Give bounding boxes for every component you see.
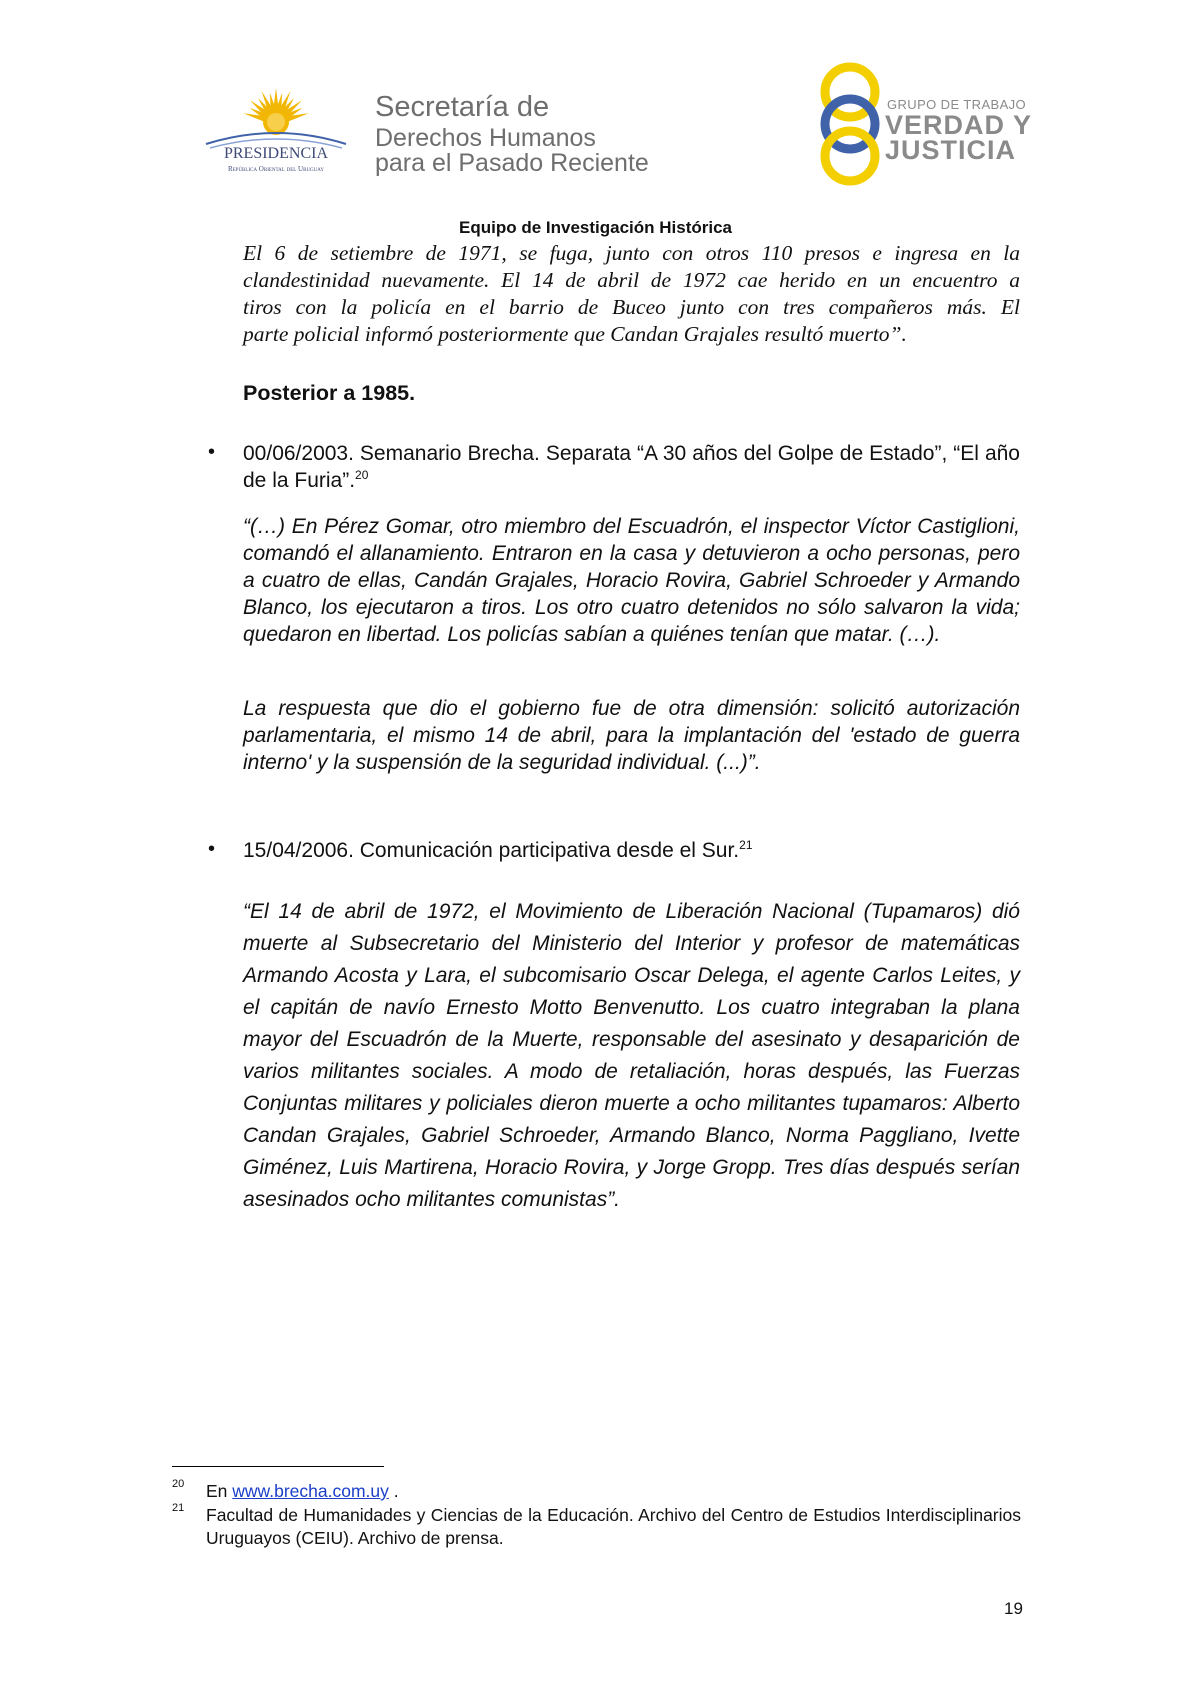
footnote-20-number: 20	[172, 1478, 185, 1490]
footnote-21-number: 21	[172, 1502, 185, 1514]
section-heading: Posterior a 1985.	[243, 381, 416, 405]
footnote-21: Facultad de Humanidades y Ciencias de la Educación. Archivo del Centro de Estudios Interdisciplinarios Uruguayos (CEIU). Archivo de prensa.	[206, 1505, 1021, 1548]
item-1-quote-2: La respuesta que dio el gobierno fue de otra dimensión: solicitó autorización parlamentaria, el mismo 14 de abril, para la implantación del 'estado de guerra interno' y la suspensión de la seguridad individual. (...)”.	[243, 697, 1020, 774]
rings-icon	[810, 60, 890, 190]
item-1-label: 00/06/2003. Semanario Brecha. Separata “A 30 años del Golpe de Estado”, “El año de la Furia”.	[243, 442, 1020, 492]
footnote-divider	[172, 1466, 384, 1467]
page-number: 19	[1004, 1599, 1023, 1618]
brecha-link[interactable]: www.brecha.com.uy	[232, 1481, 389, 1501]
secretaria-line-1: Secretaría de	[375, 91, 550, 123]
verdad-y-label: VERDAD Y	[885, 110, 1033, 140]
verdad-justicia-logo	[810, 60, 890, 190]
presidencia-name: PRESIDENCIA	[223, 145, 328, 162]
grupo-de-trabajo-label: GRUPO DE TRABAJO	[887, 97, 1027, 112]
footnote-20	[206, 1480, 1021, 1503]
team-title: Equipo de Investigación Histórica	[459, 218, 732, 237]
justicia-label: JUSTICIA	[885, 135, 1017, 165]
bullet-item-1: •	[208, 441, 216, 463]
footnote-20-suffix: .	[393, 1481, 399, 1501]
footnote-ref-20[interactable]: 20	[355, 468, 369, 482]
bullet-item-2: •	[208, 838, 216, 860]
item-2-quote: “El 14 de abril de 1972, el Movimiento de Liberación Nacional (Tupamaros) dió muerte al Subsecretario del Ministerio del Interior y profesor de matemáticas Armando Acosta y Lara, el subcomisario Oscar Delega, el agente Carlos Leites, y el capitán de navío Ernesto Motto Benvenutto. Los cuatro integraban la plana mayor del Escuadrón de la Muerte, responsable del asesinato y desaparición de varios militantes sociales. A modo de retaliación, horas después, las Fuerzas Conjuntas militares y policiales dieron muerte a ocho militantes tupamaros: Alberto Candan Grajales, Gabriel Schroeder, Armando Blanco, Norma Paggliano, Ivette Giménez, Luis Martirena, Horacio Rovira, y Jorge Gropp. Tres días después serían asesinados ocho militantes comunistas”.	[243, 900, 1020, 1211]
item-1-text	[243, 440, 1020, 494]
secretaria-line-3: para el Pasado Reciente	[375, 149, 649, 177]
item-1-quote-1: “(…) En Pérez Gomar, otro miembro del Escuadrón, el inspector Víctor Castiglioni, comandó el allanamiento. Entraron en la casa y detuvieron a ocho personas, pero a cuatro de ellas, Candán Grajales, Horacio Rovira, Gabriel Schroeder y Armando Blanco, los ejecutaron a tiros. Los otro cuatro detenidos no sólo salvaron la vida; quedaron en libertad. Los policías sabían a quiénes tenían que matar. (…).	[243, 515, 1020, 646]
presidencia-subtitle: República Oriental del Uruguay	[227, 165, 325, 173]
secretaria-line-2: Derechos Humanos	[375, 124, 596, 152]
intro-line-3: tiros con la policía en el barrio de Buceo junto con tres compañeros más. El	[243, 295, 1020, 319]
footnote-20-prefix: En	[206, 1481, 228, 1501]
intro-line-1: El 6 de setiembre de 1971, se fuga, junto con otros 110 presos e ingresa en la	[243, 241, 1020, 265]
item-2-text	[243, 837, 753, 864]
intro-line-4: parte policial informó posteriormente que Candan Grajales resultó muerto”.	[243, 322, 907, 346]
footnote-ref-21[interactable]: 21	[739, 838, 753, 852]
intro-line-2: clandestinidad nuevamente. El 14 de abril de 1972 cae herido en un encuentro a	[243, 268, 1020, 292]
item-2-label: 15/04/2006. Comunicación participativa desde el Sur.	[243, 839, 740, 862]
